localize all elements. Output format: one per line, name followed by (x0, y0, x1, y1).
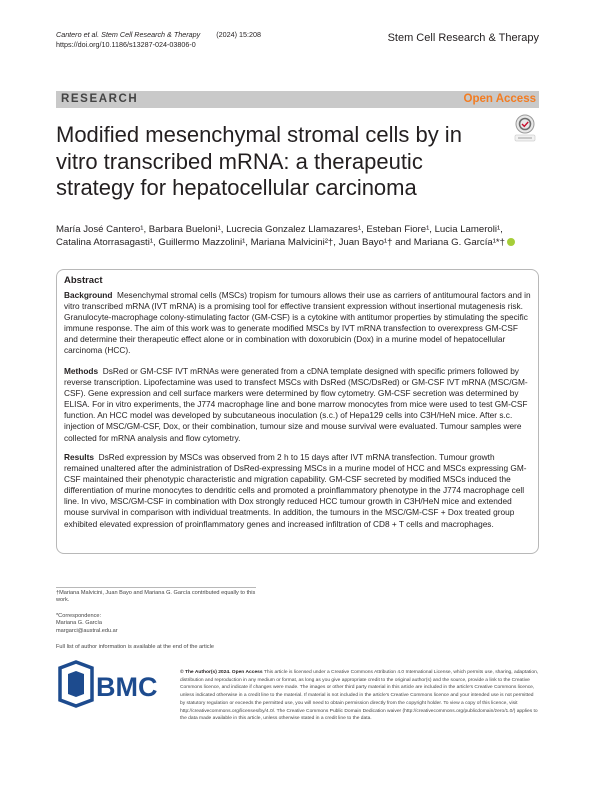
check-for-updates-icon[interactable] (513, 114, 537, 142)
abstract-background (64, 290, 531, 357)
correspondence-block (56, 613, 256, 635)
abstract-heading: Abstract (64, 275, 103, 286)
correspondence-name: Mariana G. García (56, 620, 103, 627)
methods-text: DsRed or GM-CSF IVT mRNAs were generated from a cDNA template designed with specific primers followed by reverse transcription. Lipofectamine was used to transfect MSCs with DsRed (MSC/DsRed) or GM-CSF IVT mRNA (MSC/GM-CSF). Gene expression and cell surface markers were determined by flow cytometry. GM-CSF secretion was determined by ELISA. For in vitro experiments, the J774 macrophage line and bone marrow monocytes from mice were used to test GM-CSF function. An HCC model was developed by subcutaneous inoculation (s.c.) of Hepa129 cells into C3H/HeN mice. After s.c. injection of MSC/GM-CSF, Dox, or their combination, tumour size and mouse survival were evaluated. Tumour samples were collected for mRNA analysis and flow cytometry. (64, 366, 528, 443)
citation-journal: Cantero et al. Stem Cell Research & Therapy (56, 30, 201, 39)
citation-block (56, 30, 261, 50)
background-text: Mesenchymal stromal cells (MSCs) tropism for tumours allows their use as carriers of antitumoural factors and in vitro transcribed mRNA (IVT mRNA) is a promising tool for effective transient expression without insertional mutagenesis risk. Granulocyte-macrophage colony-stimulating factor (GM-CSF) is a cytokine with antitumor properties by stimulating the specific immune response. The aim of this work was to generate modified MSCs by IVT mRNA transfection to overexpress GM-CSF and determine their therapeutic effect alone or in combination with doxorubicin (Dox) in a murine model of hepatocellular carcinoma (HCC). (64, 290, 531, 356)
citation-year: (2024) 15:208 (216, 30, 261, 39)
methods-label: Methods (64, 366, 99, 376)
author-list (56, 224, 541, 249)
footnote-separator (56, 587, 256, 588)
article-title: Modified mesenchymal stromal cells by in vitro transcribed mRNA: a therapeutic strategy for hepatocellular carcinoma (56, 122, 462, 200)
license-open-access-label: Open Access (231, 670, 263, 675)
license-body: This article is licensed under a Creative Commons Attribution 4.0 International License, which permits use, sharing, adaptation, distribution and reproduction in any medium or format, as long as you give appropriate credit to the original author(s) and the source, provide a link to the Creative Commons licence, and indicate if changes were made. The images or other third party material in this article are included in the article's Creative Commons licence, unless indicated otherwise in a credit line to the material. If material is not included in the article's Creative Commons licence and your intended use is not permitted by statutory regulation or exceeds the permitted use, you will need to obtain permission directly from the copyright holder. To view a copy of this licence, visit http://creativecommons.org/licenses/by/4.0/. The Creative Commons Public Domain Dedication waiver (http://creativecommons.org/publicdomain/zero/1.0/) applies to the data made available in this article, unless otherwise stated in a credit line to the data. (180, 670, 539, 722)
article-type-band (56, 91, 539, 108)
correspondence-label: *Correspondence: (56, 613, 102, 619)
journal-name: Stem Cell Research & Therapy (387, 32, 539, 44)
results-label: Results (64, 452, 94, 462)
results-text: DsRed expression by MSCs was observed from 2 h to 15 days after IVT mRNA transfection. Tumour growth remained unaltered after the administration of DsRed-expressing MSCs in a murine model of HCC and MSCs expressing GM-CSF maintained their phenotypic characteristic and migration capability. GM-CSF secreted by modified MSCs induced the differentiation of murine monocytes to dendritic cells and promoted a proinflammatory phenotype in the J774 macrophage cell line. In vivo, MSC/GM-CSF in combination with Dox strongly reduced HCC tumour growth in C3H/HeN mice and extended mouse survival in comparison with individual treatments. In addition, the tumours in the MSC/GM-CSF + Dox treated group exhibited elevated expression of proinflammatory genes and increased infiltration of CD8 + T cells and macrophages. (64, 452, 527, 529)
orcid-icon[interactable] (507, 238, 515, 246)
bmc-logo (56, 658, 164, 714)
article-type-label: RESEARCH (61, 93, 139, 105)
bmc-logo-text: BMC (96, 672, 158, 702)
abstract-results (64, 452, 531, 530)
copyright-line: © The Author(s) 2024. (180, 670, 231, 675)
abstract-methods (64, 366, 531, 444)
author-line: Catalina Atorrasagasti¹, Guillermo Mazzolini¹, Mariana Malvicini²†, Juan Bayo¹† and Mariana G. García¹*† (56, 236, 505, 248)
correspondence-email[interactable]: margarci@austral.edu.ar (56, 627, 118, 634)
citation-doi[interactable]: https://doi.org/10.1186/s13287-024-03806-0 (56, 40, 196, 49)
background-label: Background (64, 290, 113, 300)
author-info-note: Full list of author information is available at the end of the article (56, 644, 214, 650)
license-text (180, 669, 540, 723)
author-line: María José Cantero¹, Barbara Bueloni¹, Lucrecia Gonzalez Llamazares¹, Esteban Fiore¹, Lucia Lameroli¹, (56, 224, 503, 235)
open-access-label: Open Access (463, 93, 536, 105)
equal-contribution-note: †Mariana Malvicini, Juan Bayo and Mariana G. García contributed equally to this work. (56, 590, 256, 604)
